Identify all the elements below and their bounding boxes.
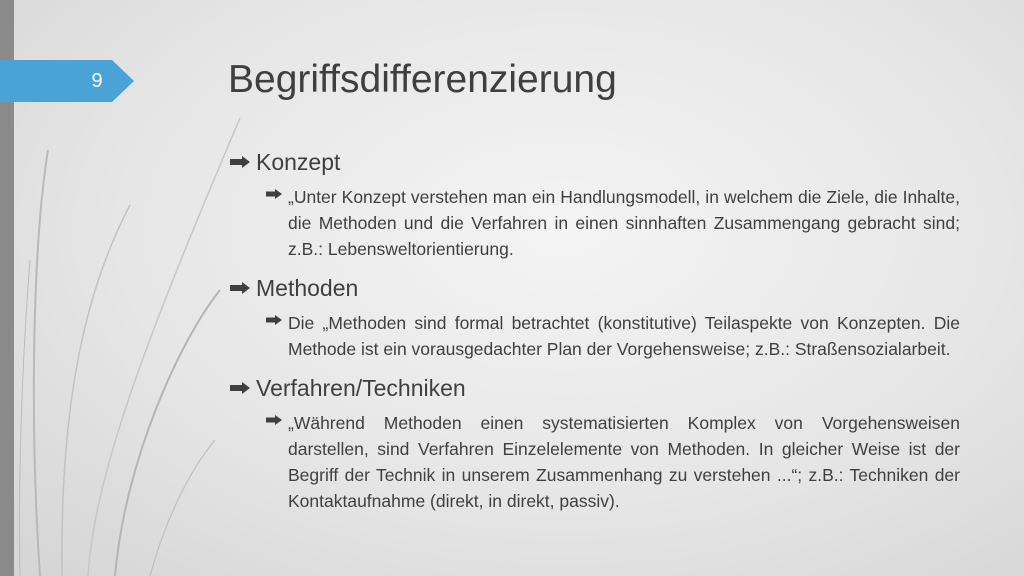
arrow-bullet-icon bbox=[230, 282, 250, 294]
bullet-text: Die „Methoden sind formal betrachtet (konstitutive) Teilaspekte von Konzepten. Die Methode ist ein vorausgedachter Plan der Vorgehensweise; z.B.: Straßensozialarbeit. bbox=[288, 313, 960, 359]
arrow-bullet-icon bbox=[266, 315, 282, 325]
bullet-methoden bbox=[230, 272, 960, 304]
bullet-text: „Unter Konzept verstehen man ein Handlungsmodell, in welchem die Ziele, die Inhalte, die Methoden und die Verfahren in einen sinnhaften Zusammengang gebracht sind; z.B.: Lebensweltorientierung. bbox=[288, 187, 960, 259]
arrow-bullet-icon bbox=[230, 156, 250, 168]
bullet-konzept bbox=[230, 146, 960, 178]
arrow-bullet-icon bbox=[266, 415, 282, 425]
bullet-text: „Während Methoden einen systematisierten Komplex von Vorgehensweisen darstellen, sind Verfahren Einzelelemente von Methoden. In gleicher Weise ist der Begriff der Technik in unserem Zusammenhang zu verstehen ...“; z.B.: Techniken der Kontaktaufnahme (direkt, in direkt, passiv). bbox=[288, 413, 960, 511]
slide-number-tab bbox=[0, 60, 134, 102]
arrow-bullet-icon bbox=[266, 189, 282, 199]
bullet-heading: Konzept bbox=[256, 149, 341, 175]
sub-bullet-methoden bbox=[266, 310, 960, 362]
slide-content bbox=[230, 146, 960, 524]
sub-bullet-konzept bbox=[266, 184, 960, 262]
bullet-heading: Methoden bbox=[256, 275, 359, 301]
bullet-heading: Verfahren/Techniken bbox=[256, 375, 466, 401]
bullet-verfahren-techniken bbox=[230, 372, 960, 404]
slide-number: 9 bbox=[91, 70, 103, 92]
slide-title: Begriffsdifferenzierung bbox=[228, 58, 617, 101]
arrow-bullet-icon bbox=[230, 382, 250, 394]
sub-bullet-verfahren-techniken bbox=[266, 410, 960, 514]
